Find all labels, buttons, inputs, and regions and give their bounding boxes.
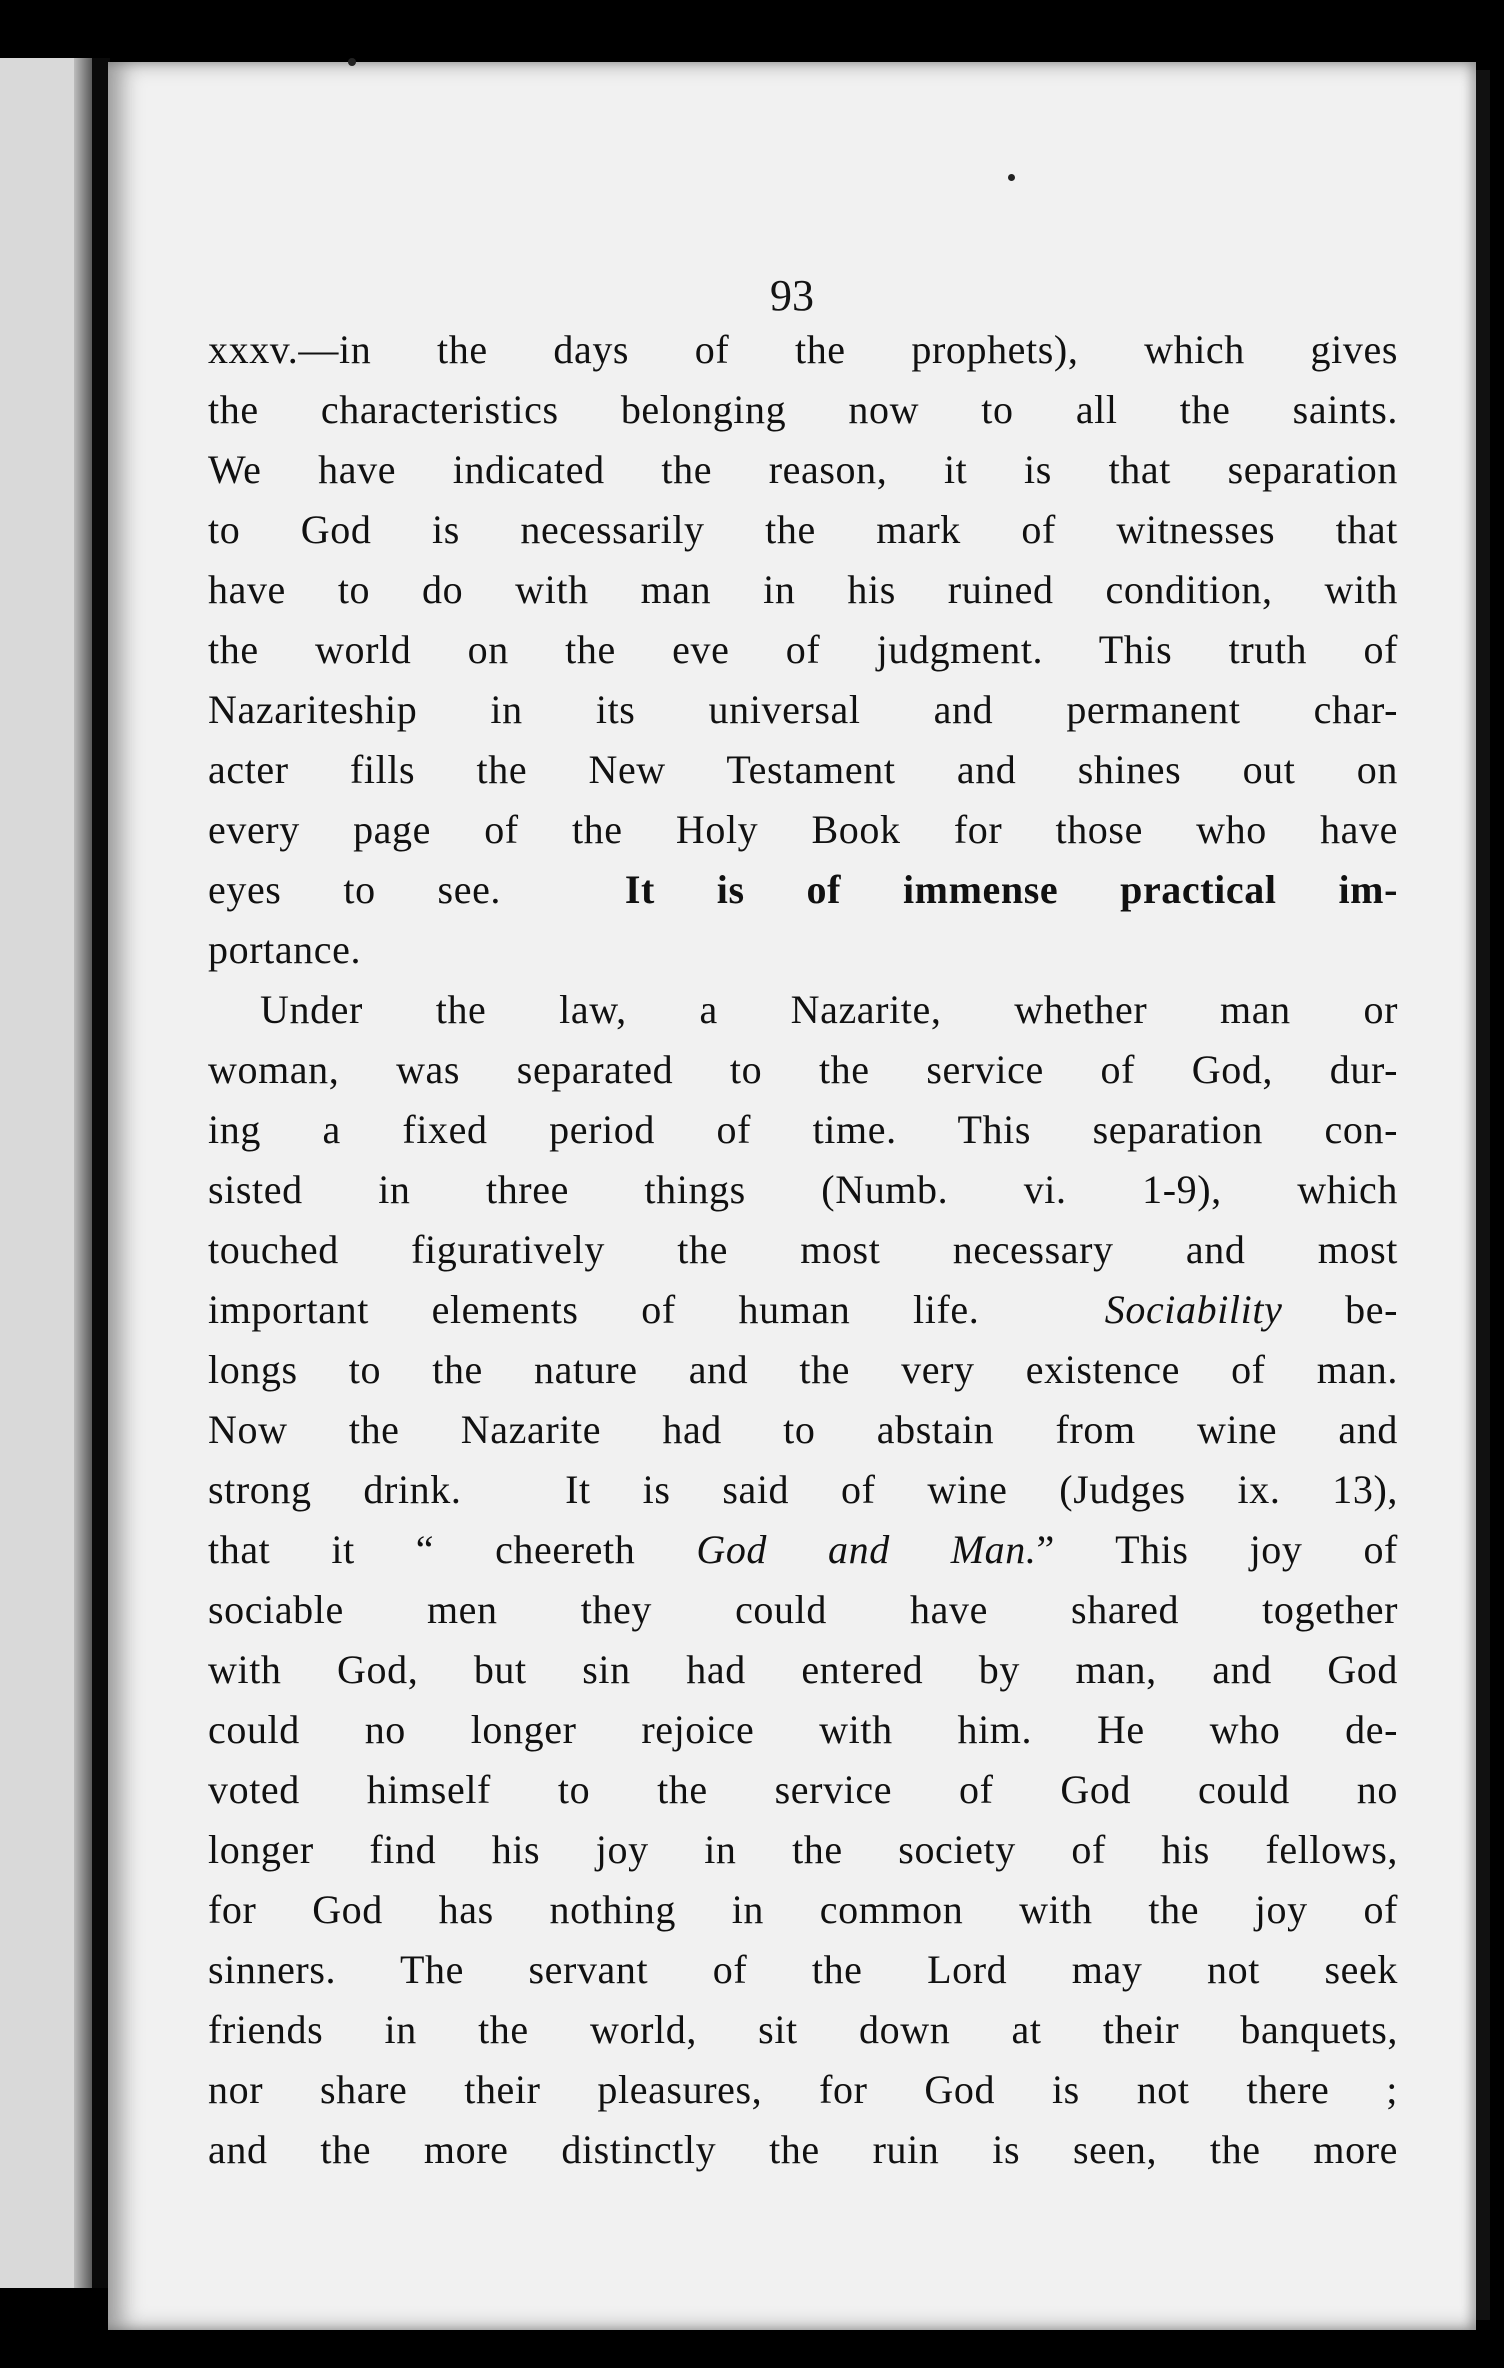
text-line: every page of the Holy Book for those who have — [208, 807, 1398, 852]
text-line: have to do with man in his ruined condition, with — [208, 567, 1398, 612]
text-line: xxxv.—in the days of the prophets), which gives — [208, 327, 1398, 372]
text-segment: ” This joy of — [1036, 1527, 1398, 1572]
text-line: longs to the nature and the very existence of man. — [208, 1347, 1398, 1392]
text-line: the world on the eve of judgment. This truth of — [208, 627, 1398, 672]
page-edge — [1476, 70, 1490, 2320]
text-line: longer find his joy in the society of his fellows, — [208, 1827, 1398, 1872]
text-segment: that it “ cheereth — [208, 1527, 636, 1572]
text-segment: It is said of wine (Judges ix. 13), — [565, 1467, 1399, 1512]
text-line: to God is necessarily the mark of witnesses that — [208, 507, 1398, 552]
text-segment: important elements of human life. — [208, 1287, 980, 1332]
text-segment: eyes to see. — [208, 867, 502, 912]
page-number: 93 — [770, 271, 814, 320]
text-segment: be- — [1345, 1287, 1399, 1332]
text-line: voted himself to the service of God could no — [208, 1767, 1398, 1812]
text-line — [208, 1460, 1398, 1520]
text-line: We have indicated the reason, it is that separation — [208, 447, 1398, 492]
ink-speck — [348, 58, 356, 66]
italic-text-segment: God and Man. — [696, 1527, 1037, 1572]
text-line: acter fills the New Testament and shines out on — [208, 747, 1398, 792]
text-line: and the more distinctly the ruin is seen, the more — [208, 2127, 1398, 2172]
text-line: sinners. The servant of the Lord may not seek — [208, 1947, 1398, 1992]
text-line: could no longer rejoice with him. He who de- — [208, 1707, 1398, 1752]
text-line — [208, 1520, 1398, 1580]
text-segment: strong drink. — [208, 1467, 462, 1512]
text-line: touched figuratively the most necessary and most — [208, 1227, 1398, 1272]
text-line: Under the law, a Nazarite, whether man or — [260, 987, 1398, 1032]
text-line — [208, 1280, 1398, 1340]
text-line: with God, but sin had entered by man, and God — [208, 1647, 1398, 1692]
text-line: woman, was separated to the service of God, dur- — [208, 1047, 1398, 1092]
text-line: ing a fixed period of time. This separation con- — [208, 1107, 1398, 1152]
text-line: nor share their pleasures, for God is not there ; — [208, 2067, 1398, 2112]
text-line: sociable men they could have shared together — [208, 1587, 1398, 1632]
text-line: Nazariteship in its universal and permanent char- — [208, 687, 1398, 732]
book-page — [108, 62, 1476, 2330]
paragraph — [208, 980, 1398, 2180]
text-line — [208, 860, 1398, 920]
text-line: the characteristics belonging now to all the saints. — [208, 387, 1398, 432]
paragraph — [208, 320, 1398, 980]
text-line: friends in the world, sit down at their banquets, — [208, 2007, 1398, 2052]
page-body — [208, 320, 1398, 2180]
text-line: Now the Nazarite had to abstain from wine and — [208, 1407, 1398, 1452]
facing-page-edge — [0, 58, 92, 2288]
italic-text-segment: Sociability — [1104, 1287, 1283, 1332]
text-line: for God has nothing in common with the joy of — [208, 1887, 1398, 1932]
text-line: sisted in three things (Numb. vi. 1-9), which — [208, 1167, 1398, 1212]
ink-speck — [1008, 174, 1015, 181]
bold-text-segment: It is of immense practical im- — [624, 867, 1398, 912]
text-line: portance. — [208, 927, 362, 972]
